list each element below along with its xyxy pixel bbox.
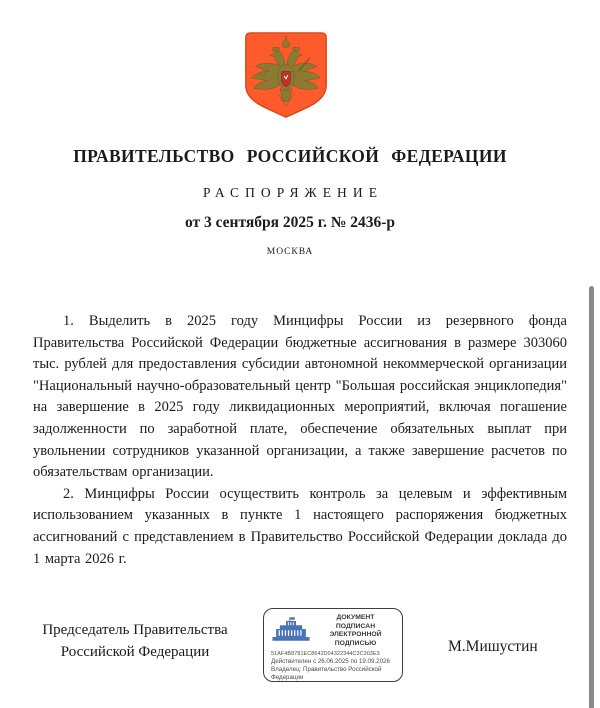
stamp-owner-line2: Федерации: [271, 674, 304, 681]
signer-name: М.Мишустин: [448, 638, 538, 655]
vertical-scrollbar-thumb[interactable]: [589, 286, 594, 708]
russian-coat-of-arms-icon: [242, 31, 330, 119]
stamp-validity: Действителен с 26.06.2025 по 19.09.2026: [271, 658, 390, 665]
signer-title-line1: Председатель Правительства: [42, 622, 228, 638]
doc-date-number: от 3 сентября 2025 г. № 2436-р: [184, 214, 396, 231]
signer-title: [36, 619, 234, 663]
paragraph-1: 1. Выделить в 2025 году Минцифры России из резервного фонда Правительства Российской Федерации бюджетные ассигнования в размере 303060 тыс. рублей для предоставления субсидии автономной некоммерческой организации "Национальный научно-образовательный центр "Большая российская энциклопедия" на завершение в 2025 году ликвидационных мероприятий, включая погашение задолженности по заработной плате, обеспечение обязательных выплат при увольнении сотрудников указанной организации, а также завершение расчетов по обязательствам организации.: [33, 313, 567, 481]
paragraph-2: 2. Минцифры России осуществить контроль за целевым и эффективным использованием указанных в пункте 1 настоящего распоряжения бюджетных ассигнований с представлением в Правительство Российской Федерации доклада до 1 марта 2026 г.: [33, 485, 567, 567]
doc-city: МОСКВА: [266, 247, 314, 257]
document-body: [33, 311, 567, 570]
doc-type-heading: РАСПОРЯЖЕНИЕ: [203, 185, 384, 200]
stamp-header-line1: ДОКУМЕНТ ПОДПИСАН: [335, 614, 376, 630]
stamp-certificate-number: 51AF4B8781EC8642D04322344C3C303E3: [271, 651, 380, 657]
stamp-header: [316, 614, 395, 648]
government-building-icon: [271, 616, 311, 647]
signer-title-line2: Российской Федерации: [60, 644, 210, 660]
digital-signature-stamp: [263, 608, 403, 682]
stamp-owner-line1: Владелец: Правительство Российской: [271, 666, 382, 673]
stamp-header-line2: ЭЛЕКТРОННОЙ ПОДПИСЬЮ: [329, 631, 382, 647]
org-title: ПРАВИТЕЛЬСТВО РОССИЙСКОЙ ФЕДЕРАЦИИ: [73, 146, 507, 166]
